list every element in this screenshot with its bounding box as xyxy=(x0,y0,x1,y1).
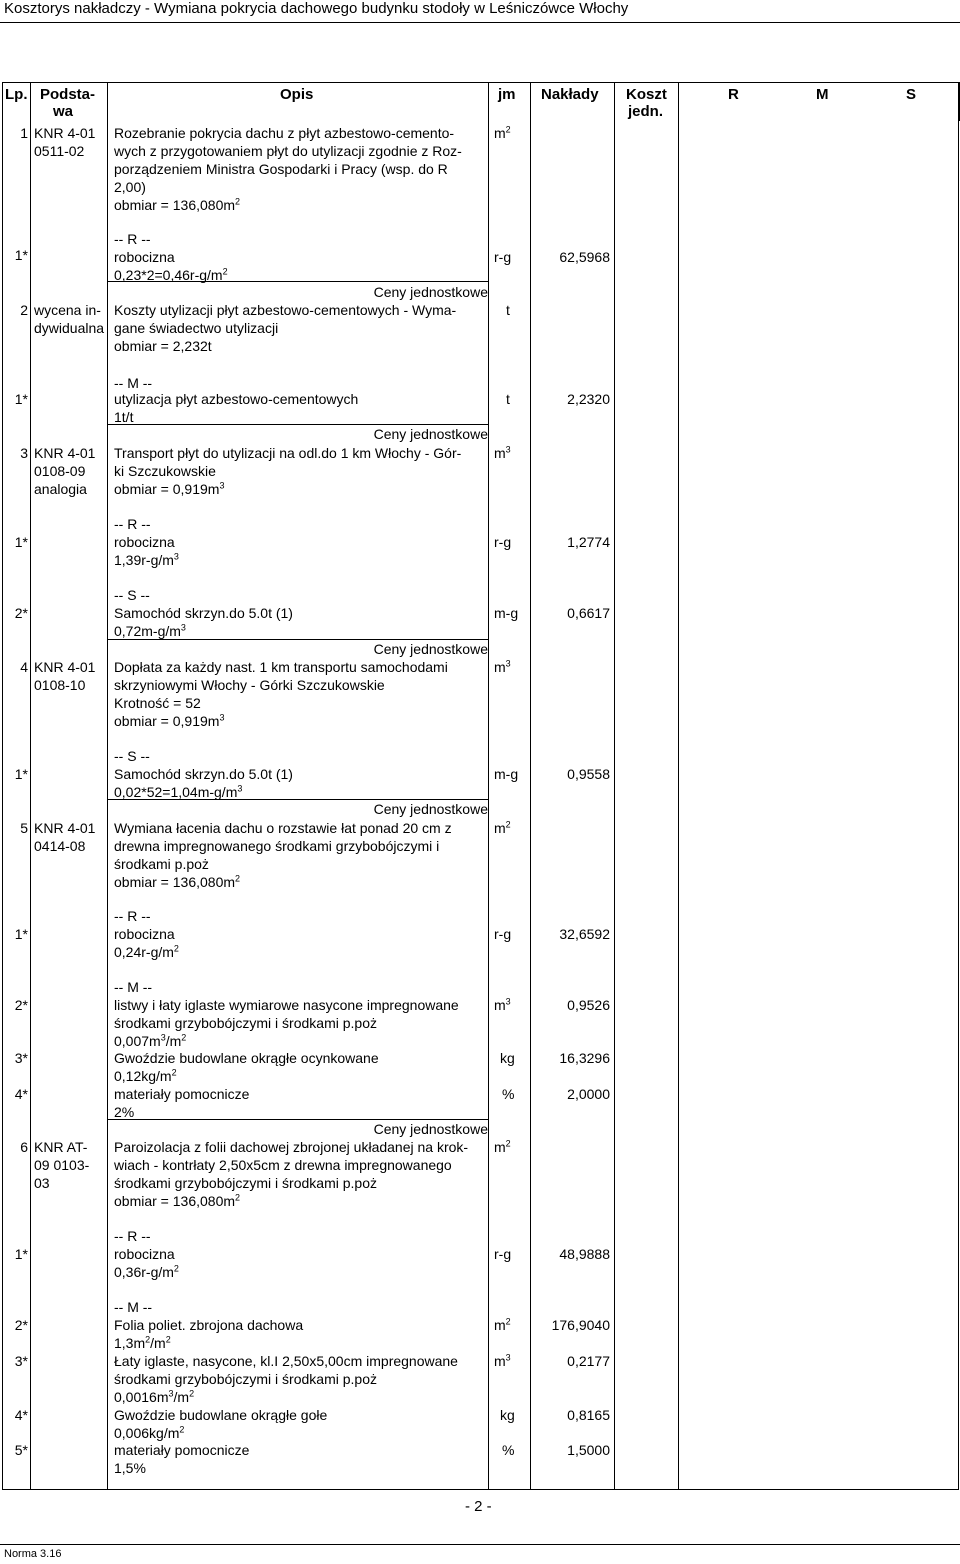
position-basis: 0108-09 xyxy=(34,463,86,479)
position-description: Wymiana łacenia dachu o rozstawie łat ponad 20 cm z xyxy=(114,820,452,836)
position-description: ki Szczukowskie xyxy=(114,463,216,479)
header-s: S xyxy=(906,86,917,103)
resource-unit: r-g xyxy=(494,534,512,550)
table-bottom-border xyxy=(2,1489,958,1490)
resource-norm: 1,5% xyxy=(114,1460,146,1476)
resource-unit: r-g xyxy=(494,249,512,265)
position-description: 2,00) xyxy=(114,179,146,195)
col-divider-podstawa xyxy=(107,82,108,1490)
resource-number: 1* xyxy=(14,926,28,942)
resource-name: materiały pomocnicze xyxy=(114,1442,250,1458)
resource-norm: $1,39r-g/m^3$ xyxy=(114,551,179,568)
resource-number: 1* xyxy=(14,391,28,407)
resource-quantity: 0,9558 xyxy=(567,766,610,782)
resource-quantity: 32,6592 xyxy=(559,926,610,942)
position-description: drewna impregnowanego środkami grzybobójczymi i xyxy=(114,838,440,854)
resource-category: -- R -- xyxy=(114,516,151,532)
resource-norm: $0,23*2=0,46r-g/m^2$ xyxy=(114,266,228,283)
resource-number: 2* xyxy=(14,605,28,621)
resource-name: środkami grzybobójczymi i środkami p.poż xyxy=(114,1371,377,1387)
resource-unit: r-g xyxy=(494,1246,512,1262)
table-border-left xyxy=(2,82,3,1490)
ceny-jednostkowe-label: Ceny jednostkowe xyxy=(373,426,488,442)
resource-category: -- R -- xyxy=(114,908,151,924)
position-basis: KNR 4-01 xyxy=(34,445,96,461)
position-description: wych z przygotowaniem płyt do utylizacji zgodnie z Roz- xyxy=(114,143,462,159)
resource-number: 1* xyxy=(14,766,28,782)
resource-name: materiały pomocnicze xyxy=(114,1086,250,1102)
resource-number: 1* xyxy=(14,1246,28,1262)
header-koszt-line2: jedn. xyxy=(628,103,664,120)
resource-number: 3* xyxy=(14,1353,28,1369)
resource-quantity: 1,2774 xyxy=(567,534,610,550)
resource-number: 5* xyxy=(14,1442,28,1458)
ceny-jednostkowe-label: Ceny jednostkowe xyxy=(373,801,488,817)
position-description: Transport płyt do utylizacji na odl.do 1 km Włochy - Gór- xyxy=(114,445,462,461)
ceny-jednostkowe-label: Ceny jednostkowe xyxy=(373,641,488,657)
position-description: Rozebranie pokrycia dachu z płyt azbestowo-cemento- xyxy=(114,125,455,141)
ceny-divider xyxy=(108,281,488,282)
position-description: Paroizolacja z folii dachowej zbrojonej układanej na krok- xyxy=(114,1139,469,1155)
resource-norm: $0,24r-g/m^2$ xyxy=(114,943,179,960)
resource-number: 4* xyxy=(14,1407,28,1423)
resource-name: środkami grzybobójczymi i środkami p.poż xyxy=(114,1015,377,1031)
resource-norm: $0,0016m^3/m^2$ xyxy=(114,1388,195,1405)
position-basis: 0414-08 xyxy=(34,838,86,854)
resource-unit: % xyxy=(502,1442,515,1458)
position-description: skrzyniowymi Włochy - Górki Szczukowskie xyxy=(114,677,385,693)
resource-name: Samochód skrzyn.do 5.0t (1) xyxy=(114,605,293,621)
position-unit: $m^2$ xyxy=(494,1138,511,1155)
software-version: Norma 3.16 xyxy=(4,1548,62,1560)
resource-norm: $0,02*52=1,04m-g/m^3$ xyxy=(114,783,243,800)
footer-divider xyxy=(0,1544,960,1545)
resource-quantity: 0,8165 xyxy=(567,1407,610,1423)
resource-number: 1* xyxy=(14,534,28,550)
position-basis: 09 0103- xyxy=(34,1157,90,1173)
resource-unit: kg xyxy=(500,1407,515,1423)
resource-category: -- R -- xyxy=(114,1228,151,1244)
table-border-right xyxy=(958,82,959,1490)
resource-quantity: 2,0000 xyxy=(567,1086,610,1102)
header-naklady: Nakłady xyxy=(541,86,599,103)
resource-quantity: 176,9040 xyxy=(551,1317,610,1333)
resource-norm: $0,12kg/m^2$ xyxy=(114,1067,177,1084)
position-description: Krotność = 52 xyxy=(114,695,201,711)
col-divider-jm xyxy=(530,82,531,1490)
resource-norm: $1,3m^2/m^2$ xyxy=(114,1334,171,1351)
position-number: 4 xyxy=(20,659,28,675)
position-description: Koszty utylizacji płyt azbestowo-cementowych - Wyma- xyxy=(114,302,457,318)
col-divider-koszt xyxy=(678,82,679,1490)
resource-quantity: 1,5000 xyxy=(567,1442,610,1458)
col-divider-opis xyxy=(488,82,489,1490)
document-title: Kosztorys nakładczy - Wymiana pokrycia dachowego budynku stodoły w Leśniczówce Włochy xyxy=(4,0,629,17)
position-number: 2 xyxy=(20,302,28,318)
resource-name: Gwoździe budowlane okrągłe ocynkowane xyxy=(114,1050,379,1066)
position-number: 3 xyxy=(20,445,28,461)
position-obmiar: obmiar = $136,080m^2$ xyxy=(114,873,241,890)
resource-category: -- S -- xyxy=(114,587,150,603)
resource-number: 3* xyxy=(14,1050,28,1066)
position-unit: t xyxy=(506,302,510,318)
position-basis: 0108-10 xyxy=(34,677,86,693)
position-obmiar: obmiar = $136,080m^2$ xyxy=(114,196,241,213)
resource-norm: $0,007m^3/m^2$ xyxy=(114,1032,187,1049)
position-obmiar: obmiar = $0,919m^3$ xyxy=(114,480,225,497)
resource-number: 2* xyxy=(14,997,28,1013)
resource-name: Folia poliet. zbrojona dachowa xyxy=(114,1317,304,1333)
position-basis: 03 xyxy=(34,1175,50,1191)
resource-unit: $m^3$ xyxy=(494,996,511,1013)
resource-category: -- R -- xyxy=(114,231,151,247)
position-basis: KNR AT- xyxy=(34,1139,88,1155)
position-obmiar: obmiar = $136,080m^2$ xyxy=(114,1192,241,1209)
resource-name: Łaty iglaste, nasycone, kl.I 2,50x5,00cm impregnowane xyxy=(114,1353,458,1369)
position-description: Dopłata za każdy nast. 1 km transportu samochodami xyxy=(114,659,448,675)
position-number: 1 xyxy=(20,125,28,141)
position-unit: $m^3$ xyxy=(494,444,511,461)
resource-quantity: 62,5968 xyxy=(559,249,610,265)
resource-quantity: 0,6617 xyxy=(567,605,610,621)
position-obmiar: obmiar = 2,232t xyxy=(114,338,212,354)
ceny-jednostkowe-label: Ceny jednostkowe xyxy=(373,284,488,300)
resource-category: -- M -- xyxy=(114,375,153,391)
resource-name: robocizna xyxy=(114,1246,175,1262)
header-podstawa-line2: wa xyxy=(53,103,74,120)
resource-norm: 2% xyxy=(114,1104,135,1120)
header-m: M xyxy=(816,86,829,103)
position-description: gane świadectwo utylizacji xyxy=(114,320,279,336)
position-number: 6 xyxy=(20,1139,28,1155)
resource-unit: % xyxy=(502,1086,515,1102)
resource-number: 2* xyxy=(14,1317,28,1333)
resource-category: -- M -- xyxy=(114,1299,153,1315)
header-podstawa-line1: Podsta- xyxy=(40,86,96,103)
resource-unit: m-g xyxy=(494,766,519,782)
resource-name: robocizna xyxy=(114,926,175,942)
header-lp: Lp. xyxy=(5,86,28,103)
page-number: - 2 - xyxy=(465,1498,492,1515)
position-basis: dywidualna xyxy=(34,320,105,336)
resource-quantity: 0,9526 xyxy=(567,997,610,1013)
resource-name: listwy i łaty iglaste wymiarowe nasycone impregnowane xyxy=(114,997,459,1013)
resource-category: -- M -- xyxy=(114,979,153,995)
position-description: środkami grzybobójczymi i środkami p.poż xyxy=(114,1175,377,1191)
position-unit: $m^3$ xyxy=(494,658,511,675)
resource-norm: $0,006kg/m^2$ xyxy=(114,1424,185,1441)
position-number: 5 xyxy=(20,820,28,836)
position-basis: 0511-02 xyxy=(34,143,85,159)
header-r: R xyxy=(728,86,739,103)
resource-quantity: 0,2177 xyxy=(567,1353,610,1369)
position-basis: wycena in- xyxy=(34,302,101,318)
resource-name: Gwoździe budowlane okrągłe gołe xyxy=(114,1407,328,1423)
resource-number: 1* xyxy=(14,247,28,263)
resource-category: -- S -- xyxy=(114,748,150,764)
position-basis: analogia xyxy=(34,481,87,497)
resource-norm: $0,36r-g/m^2$ xyxy=(114,1263,179,1280)
position-obmiar: obmiar = $0,919m^3$ xyxy=(114,712,225,729)
position-basis: KNR 4-01 xyxy=(34,820,96,836)
title-divider xyxy=(0,22,960,23)
resource-name: robocizna xyxy=(114,534,175,550)
position-description: środkami p.poż xyxy=(114,856,209,872)
resource-unit: $m^2$ xyxy=(494,1316,511,1333)
resource-unit: t xyxy=(506,391,510,407)
resource-unit: kg xyxy=(500,1050,515,1066)
header-koszt-line1: Koszt xyxy=(626,86,667,103)
header-jm: jm xyxy=(498,86,516,103)
resource-unit: r-g xyxy=(494,926,512,942)
resource-name: utylizacja płyt azbestowo-cementowych xyxy=(114,391,359,407)
ceny-jednostkowe-label: Ceny jednostkowe xyxy=(373,1121,488,1137)
position-description: porządzeniem Ministra Gospodarki i Pracy (wsp. do R xyxy=(114,161,448,177)
col-divider-naklady xyxy=(614,82,615,1490)
resource-quantity: 48,9888 xyxy=(559,1246,610,1262)
position-description: wiach - kontrłaty 2,50x5cm z drewna impregnowanego xyxy=(114,1157,452,1173)
col-divider-lp xyxy=(30,82,31,1490)
resource-norm: 1t/t xyxy=(114,409,134,425)
header-opis: Opis xyxy=(280,86,314,103)
resource-quantity: 2,2320 xyxy=(567,391,610,407)
resource-number: 4* xyxy=(14,1086,28,1102)
position-basis: KNR 4-01 xyxy=(34,125,96,141)
position-unit: $m^2$ xyxy=(494,124,511,141)
position-basis: KNR 4-01 xyxy=(34,659,96,675)
resource-unit: m-g xyxy=(494,605,519,621)
resource-name: Samochód skrzyn.do 5.0t (1) xyxy=(114,766,293,782)
resource-name: robocizna xyxy=(114,249,175,265)
resource-quantity: 16,3296 xyxy=(559,1050,610,1066)
resource-unit: $m^3$ xyxy=(494,1352,511,1369)
resource-norm: $0,72m-g/m^3$ xyxy=(114,622,186,639)
position-unit: $m^2$ xyxy=(494,819,511,836)
